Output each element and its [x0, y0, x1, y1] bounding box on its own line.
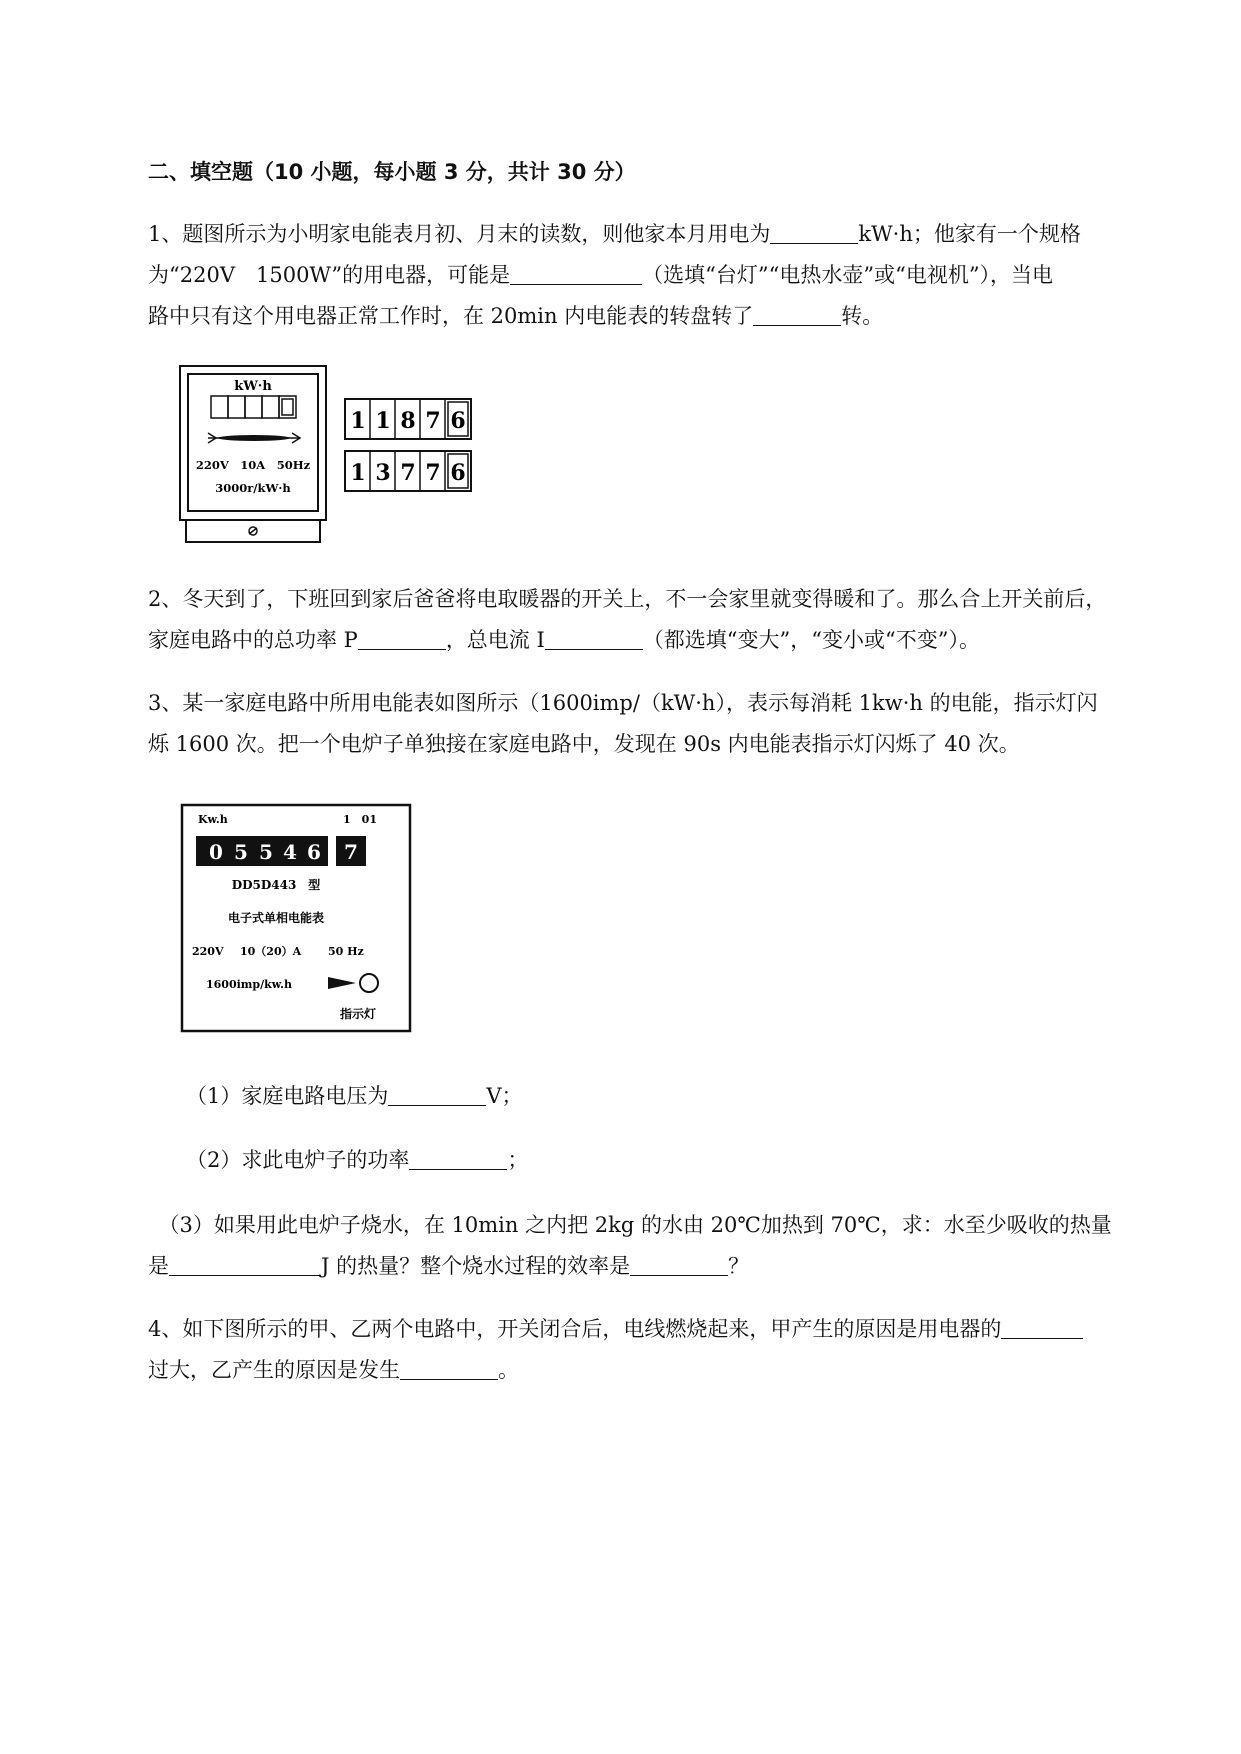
answer-blank[interactable] [1001, 1314, 1083, 1339]
display-digit: 5 [259, 840, 273, 864]
answer-blank[interactable] [545, 625, 643, 650]
meter-constant-label: 1600imp/kw.h [206, 978, 292, 991]
digit: 1 [350, 460, 366, 486]
meter-current-label: 10（20）A [240, 945, 302, 958]
answer-blank[interactable] [400, 1355, 498, 1380]
answer-blank[interactable] [510, 260, 642, 285]
answer-blank[interactable] [770, 219, 858, 244]
meter-unit-label: kW·h [234, 379, 272, 394]
meter-serial-label: 1 01 [343, 813, 377, 826]
question-2 [148, 579, 1158, 661]
q3-sub-3-line-1: （3）如果用此电炉子烧水，在 10min 之内把 2kg 的水由 20℃加热到 70℃，求：水至少吸收的热量 [148, 1213, 1112, 1237]
q2-line-2: 家庭电路中的总功率 P ，总电流 I （都选填“变大”，“变小或“不变”）。 [148, 620, 1158, 661]
decimal-digit: 6 [450, 460, 466, 486]
digit: 3 [375, 460, 391, 486]
digit: 7 [425, 408, 441, 434]
q4-line-2: 过大，乙产生的原因是发生 。 [148, 1350, 1158, 1391]
reading-end [345, 451, 471, 491]
q1-line-2: 为“220V 1500W”的用电器，可能是 （选填“台灯”“电热水壶”或“电视机”），当电 [148, 255, 1158, 296]
digit: 1 [375, 408, 391, 434]
decimal-digit: 6 [450, 408, 466, 434]
meter-name-label: 电子式单相电能表 [227, 911, 325, 925]
answer-blank[interactable] [169, 1251, 321, 1276]
q2-line-1: 2、冬天到了，下班回到家后爸爸将电取暖器的开关上，不一会家里就变得暖和了。那么合上开关前后， [148, 587, 1107, 611]
display-digit: 5 [234, 840, 248, 864]
meter-rating-label: 220V 10A 50Hz [195, 458, 311, 472]
reading-start [345, 399, 471, 439]
q3-electronic-meter-figure [180, 803, 412, 1033]
q1-energy-meter-figure [178, 364, 478, 549]
display-digit: 0 [209, 840, 223, 864]
answer-blank[interactable] [388, 1081, 486, 1106]
answer-blank[interactable] [358, 625, 446, 650]
meter-constant-label: 3000r/kW·h [215, 481, 291, 495]
digit: 1 [350, 408, 366, 434]
meter-voltage-label: 220V [192, 945, 224, 958]
q3-sub-3-line-2: 是 J 的热量？整个烧水过程的效率是 ？ [148, 1246, 1158, 1287]
answer-blank[interactable] [409, 1145, 507, 1170]
q3-sub-2: （2）求此电炉子的功率 ； [186, 1140, 528, 1181]
display-digit: 4 [283, 840, 297, 864]
question-1 [148, 214, 1158, 337]
indicator-label: 指示灯 [339, 1007, 377, 1021]
question-4 [148, 1309, 1158, 1391]
answer-blank[interactable] [753, 301, 841, 326]
digit: 7 [400, 460, 416, 486]
answer-blank[interactable] [630, 1251, 728, 1276]
digit: 8 [400, 408, 416, 434]
digit: 7 [425, 460, 441, 486]
meter-unit-label: Kw.h [198, 813, 228, 826]
q1-line-3: 路中只有这个用电器正常工作时，在 20min 内电能表的转盘转了 转。 [148, 296, 1158, 337]
display-decimal-digit: 7 [344, 840, 358, 864]
q1-line-1: 1、题图所示为小明家电能表月初、月末的读数，则他家本月用电为 kW·h；他家有一个规格 [148, 214, 1158, 255]
question-3 [148, 683, 1158, 765]
section-title: 二、填空题（10 小题，每小题 3 分，共计 30 分） [148, 160, 636, 184]
q3-sub-3 [148, 1205, 1158, 1287]
q3-line-2: 烁 1600 次。把一个电炉子单独接在家庭电路中，发现在 90s 内电能表指示灯闪烁了 40 次。 [148, 732, 1020, 756]
meter-model-label: DD5D443 型 [231, 878, 321, 892]
q3-sub-1: （1）家庭电路电压为 V； [186, 1076, 523, 1117]
q4-line-1: 4、如下图所示的甲、乙两个电路中，开关闭合后，电线燃烧起来，甲产生的原因是用电器的 [148, 1309, 1158, 1350]
meter-frequency-label: 50 Hz [328, 945, 364, 958]
display-digit: 6 [307, 840, 321, 864]
q3-line-1: 3、某一家庭电路中所用电能表如图所示（1600imp/（kW·h），表示每消耗 1kw·h 的电能，指示灯闪 [148, 691, 1098, 715]
